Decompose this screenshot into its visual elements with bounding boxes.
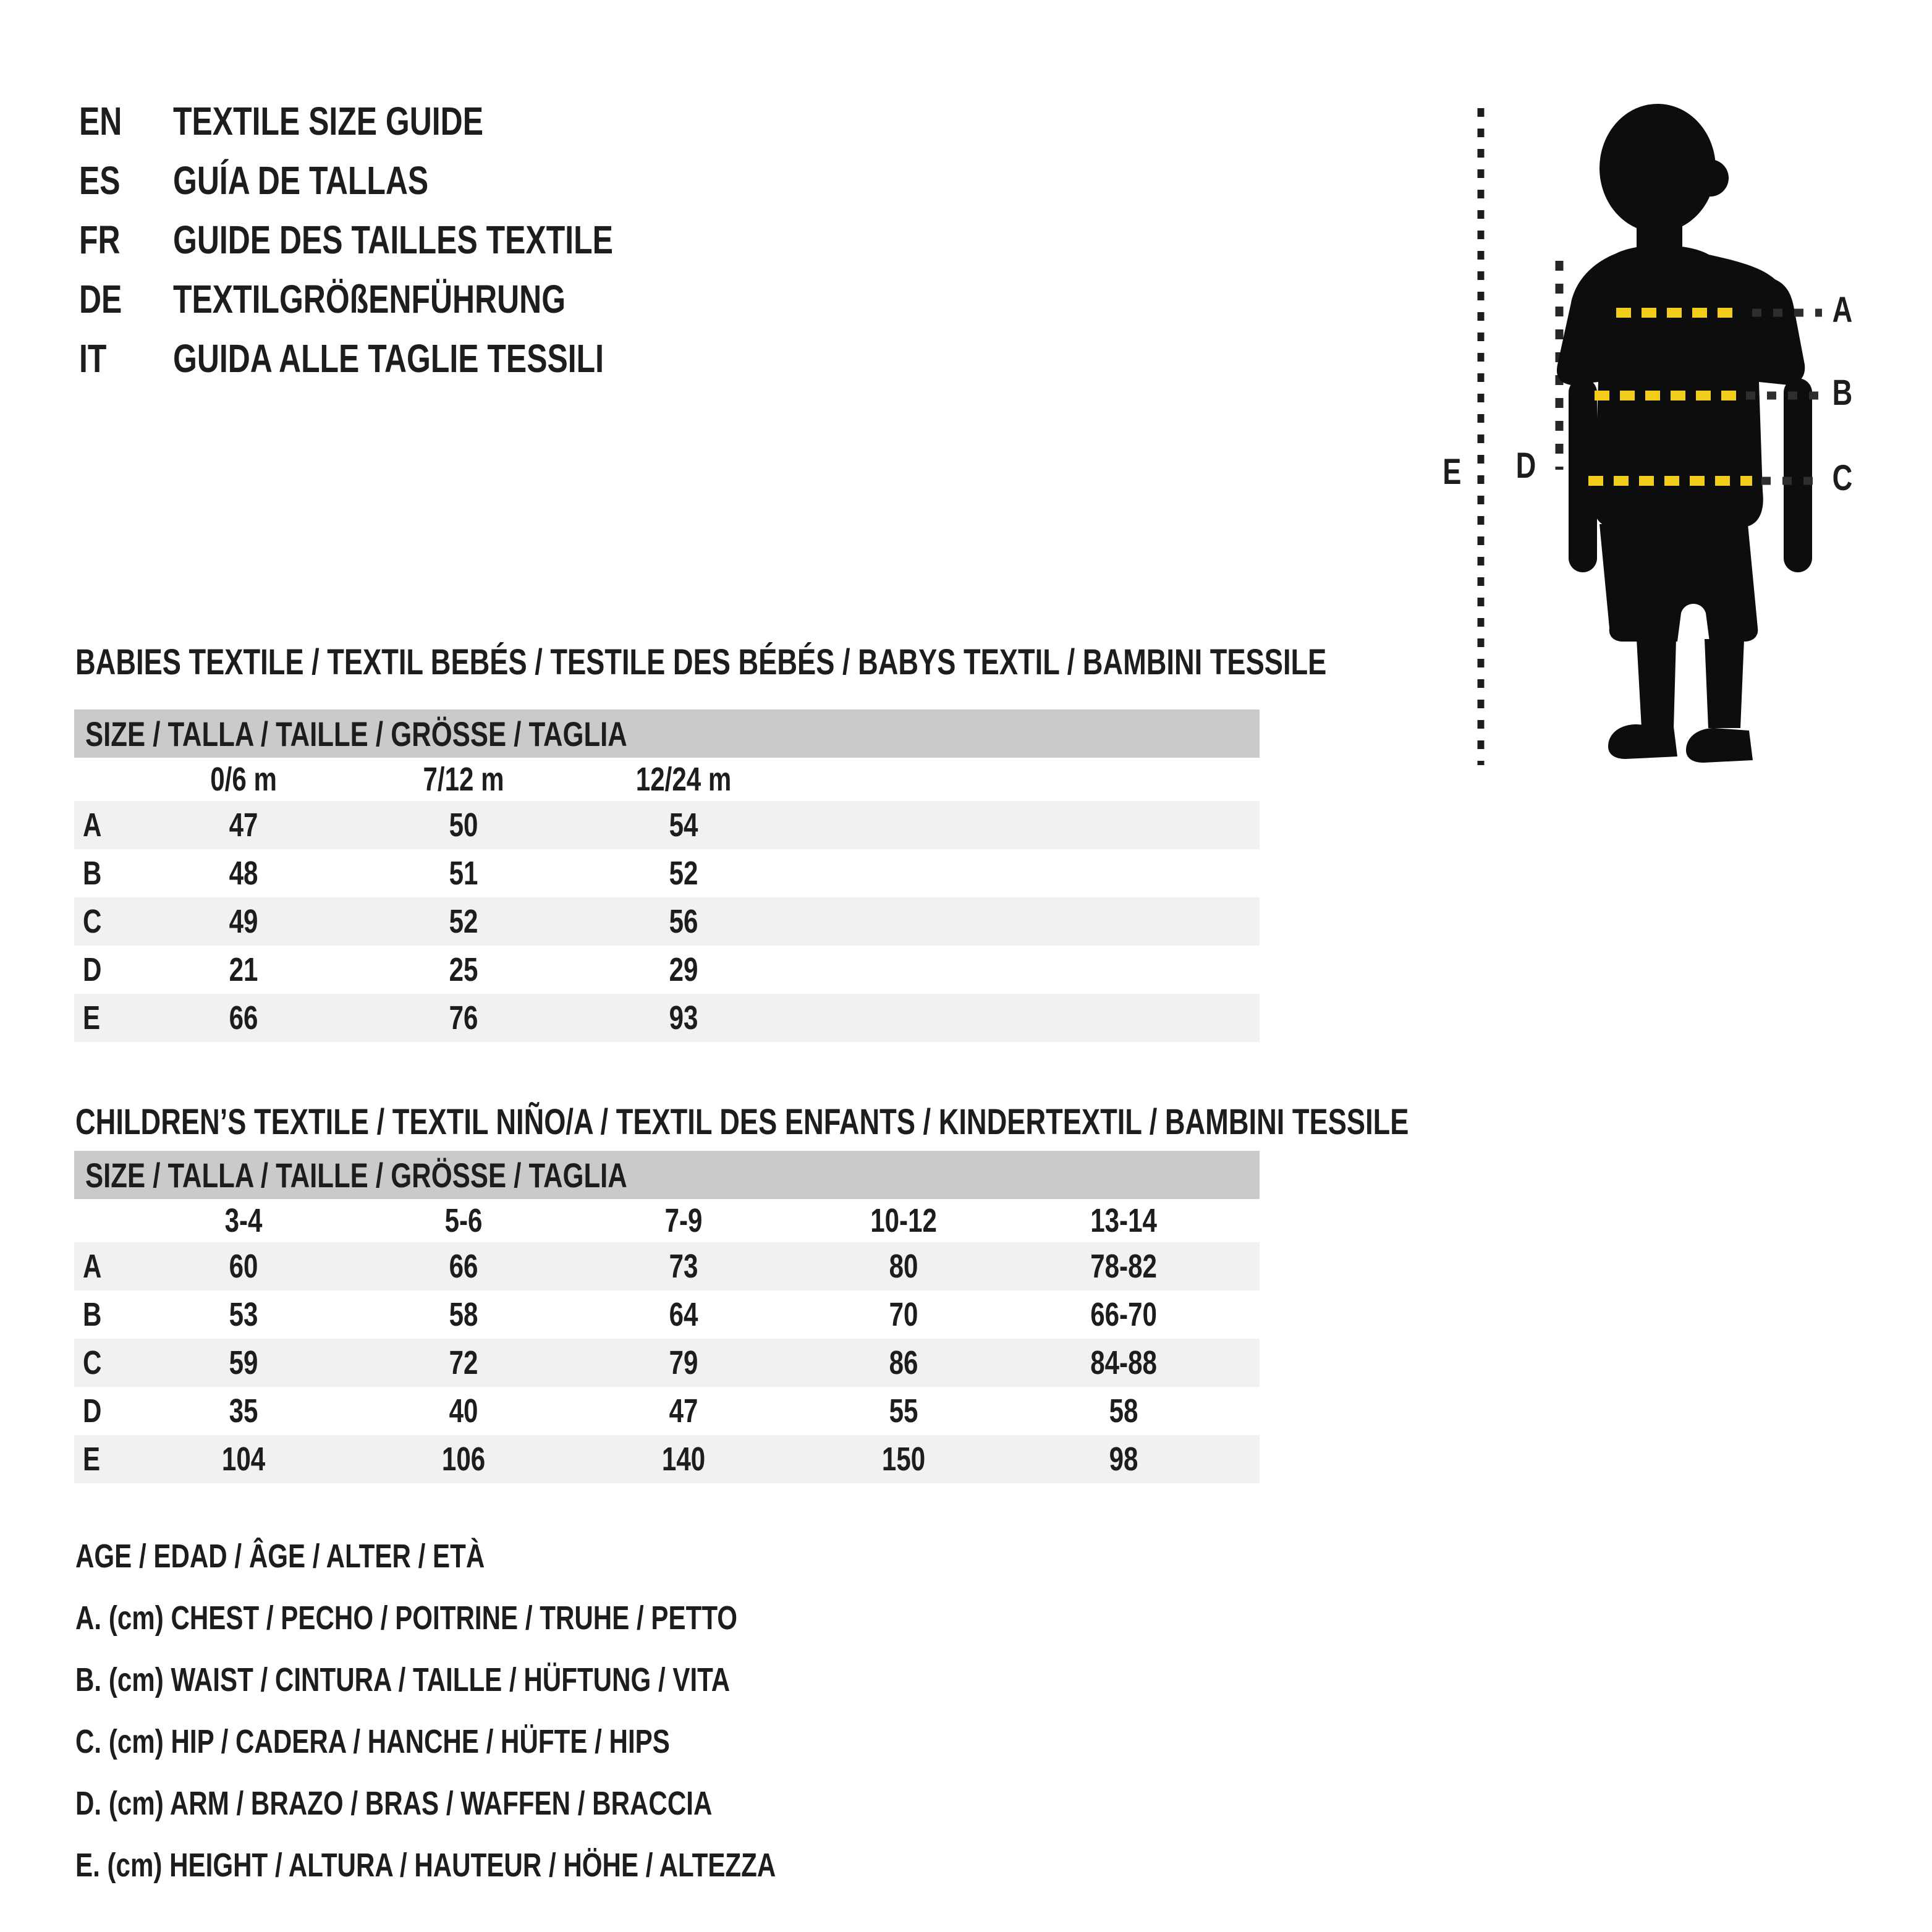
table-cell [354,854,574,892]
figure-label-e-text: E [1443,452,1462,492]
legend-line-text: AGE / EDAD / ÂGE / ALTER / ETÀ [75,1538,485,1575]
row-label [74,1295,133,1334]
row-label [74,902,133,941]
table-cell-text: 106 [441,1441,486,1478]
table-row [74,801,1260,849]
table-cell-text: 58 [449,1296,478,1333]
table-cell-text: 48 [229,855,258,892]
table-cell-text: 35 [229,1392,258,1430]
table-cell [574,806,794,844]
language-row-it [79,329,737,388]
legend-line-age [75,1525,973,1587]
row-label-text: C [83,903,102,940]
table-cell [794,1344,1014,1382]
table-cell-text: 47 [669,1392,698,1430]
table-cell [133,1247,354,1286]
babies-column-header [574,760,794,799]
language-row-de [79,269,737,329]
babies-section-title-text: BABIES TEXTILE / TEXTIL BEBÉS / TESTILE DES BÉBÉS / BABYS TEXTIL / BAMBINI TESSILE [75,642,1327,682]
legend-line-text: E. (cm) HEIGHT / ALTURA / HAUTEUR / HÖHE / ALTEZZA [75,1847,776,1884]
table-cell [354,1440,574,1478]
table-cell-text: 70 [889,1296,918,1333]
table-row [74,994,1260,1042]
table-row [74,1242,1260,1290]
figure-label-a-text: A [1832,290,1853,330]
table-cell [354,806,574,844]
table-cell-text: 93 [669,999,698,1036]
guide-title [173,98,571,144]
table-cell-text: 40 [449,1392,478,1430]
table-cell [354,999,574,1037]
table-cell [133,902,354,941]
children-column-header-text: 5-6 [444,1202,483,1239]
language-code-text: IT [79,336,107,381]
row-label-text: B [83,855,102,892]
guide-title-text: GUÍA DE TALLAS [173,158,429,203]
language-code-text: DE [79,277,122,321]
language-row-es [79,151,737,210]
table-row [74,946,1260,994]
language-title-list [79,91,737,388]
row-label [74,1344,133,1382]
table-cell [574,1344,794,1382]
table-cell [133,806,354,844]
guide-title [173,217,737,263]
table-cell [574,1295,794,1334]
figure-label-e [1440,452,1464,492]
row-label [74,1247,133,1286]
table-row [74,849,1260,897]
guide-title-text: TEXTILE SIZE GUIDE [173,99,484,143]
table-cell [354,1392,574,1430]
measurement-legend [75,1525,973,1896]
row-label-text: C [83,1344,102,1381]
legend-line-arm [75,1773,973,1834]
babies-column-header [133,760,354,799]
legend-line-text: C. (cm) HIP / CADERA / HANCHE / HÜFTE / HIPS [75,1723,670,1760]
children-column-header-text: 7-9 [664,1202,703,1239]
children-column-header-text: 13-14 [1090,1202,1157,1239]
table-cell-text: 29 [669,951,698,988]
language-code-text: FR [79,218,121,262]
table-cell [1014,1440,1234,1478]
language-code-text: EN [79,99,122,143]
table-cell-text: 55 [889,1392,918,1430]
table-cell-text: 51 [449,855,478,892]
table-cell-text: 98 [1109,1441,1138,1478]
row-label-text: E [83,999,101,1036]
legend-line-height [75,1834,973,1896]
babies-column-header [354,760,574,799]
row-label [74,1392,133,1430]
children-column-header-text: 3-4 [224,1202,263,1239]
children-column-header [794,1201,1014,1240]
table-cell-text: 64 [669,1296,698,1333]
language-code [79,158,173,203]
children-column-header-row [74,1199,1260,1242]
language-code-text: ES [79,158,121,203]
table-cell [354,1295,574,1334]
table-cell-text: 79 [669,1344,698,1381]
babies-column-header-text: 7/12 m [423,761,504,798]
language-row-fr [79,210,737,269]
table-cell [574,999,794,1037]
children-size-table [74,1151,1260,1483]
legend-line-text: B. (cm) WAIST / CINTURA / TAILLE / HÜFTUNG / VITA [75,1661,731,1698]
table-cell-text: 72 [449,1344,478,1381]
legend-line-chest [75,1587,973,1649]
table-cell [1014,1247,1234,1286]
guide-title-text: GUIDA ALLE TAGLIE TESSILI [173,336,604,381]
row-label-text: D [83,951,102,988]
table-cell [794,1247,1014,1286]
language-code [79,336,173,381]
children-column-header [1014,1201,1234,1240]
babies-size-table [74,710,1260,1042]
table-cell-text: 49 [229,903,258,940]
figure-label-d-text: D [1515,446,1536,486]
table-cell [574,951,794,989]
language-row-en [79,91,737,151]
table-cell-text: 25 [449,951,478,988]
table-cell-text: 58 [1109,1392,1138,1430]
language-code [79,98,173,144]
table-cell [133,1440,354,1478]
guide-title [173,158,501,203]
table-cell [1014,1344,1234,1382]
child-silhouette-graphic [1440,99,1897,791]
table-cell [133,951,354,989]
table-cell [794,1392,1014,1430]
guide-title [173,336,726,381]
babies-size-header-text: SIZE / TALLA / TAILLE / GRÖSSE / TAGLIA [85,714,627,753]
figure-label-c [1829,459,1855,498]
table-cell-text: 84-88 [1090,1344,1157,1381]
table-cell-text: 104 [221,1441,266,1478]
table-cell-text: 47 [229,807,258,844]
table-cell-text: 52 [669,855,698,892]
table-row [74,897,1260,946]
table-cell-text: 78-82 [1090,1248,1157,1285]
table-cell [133,1295,354,1334]
row-label [74,951,133,989]
children-size-header-bar [74,1151,1260,1199]
table-row [74,1387,1260,1435]
table-cell [1014,1392,1234,1430]
table-cell-text: 54 [669,807,698,844]
children-column-header [574,1201,794,1240]
table-cell [354,902,574,941]
table-cell-text: 86 [889,1344,918,1381]
children-section-title-text: CHILDREN’S TEXTILE / TEXTIL NIÑO/A / TEXTIL DES ENFANTS / KINDERTEXTIL / BAMBINI TESSILE [75,1102,1409,1142]
row-label-text: A [83,1248,102,1285]
figure-label-b [1829,373,1855,413]
row-label [74,854,133,892]
table-cell [1014,1295,1234,1334]
legend-line-waist [75,1649,973,1711]
table-cell-text: 66 [449,1248,478,1285]
babies-size-header-bar [74,710,1260,758]
table-cell [354,1247,574,1286]
guide-title-text: TEXTILGRÖßENFÜHRUNG [173,277,566,321]
row-label-text: D [83,1392,102,1430]
table-cell [574,1440,794,1478]
row-label-text: B [83,1296,102,1333]
table-cell-text: 66 [229,999,258,1036]
figure-label-b-text: B [1832,373,1853,413]
figure-label-d [1513,446,1539,486]
figure-label-a [1829,290,1855,330]
row-label [74,806,133,844]
babies-column-header-text: 0/6 m [210,761,277,798]
table-cell-text: 59 [229,1344,258,1381]
row-label [74,999,133,1037]
children-column-header-text: 10-12 [870,1202,937,1239]
table-cell [574,1392,794,1430]
babies-column-header-row [74,758,1260,801]
table-cell [133,1344,354,1382]
children-size-header-text: SIZE / TALLA / TAILLE / GRÖSSE / TAGLIA [85,1155,627,1195]
table-cell-text: 21 [229,951,258,988]
table-cell-text: 140 [661,1441,706,1478]
table-cell [133,854,354,892]
figure-label-c-text: C [1832,458,1853,498]
legend-line-text: A. (cm) CHEST / PECHO / POITRINE / TRUHE / PETTO [75,1599,738,1637]
table-cell [354,951,574,989]
row-label-text: E [83,1441,101,1478]
legend-line-text: D. (cm) ARM / BRAZO / BRAS / WAFFEN / BRACCIA [75,1785,713,1822]
table-cell-text: 52 [449,903,478,940]
language-code [79,276,173,322]
table-cell [133,999,354,1037]
language-code [79,217,173,263]
table-row [74,1339,1260,1387]
table-cell [574,1247,794,1286]
table-cell [794,1440,1014,1478]
measurement-figure [1440,99,1897,791]
table-cell-text: 150 [881,1441,926,1478]
table-cell [354,1344,574,1382]
row-label [74,1440,133,1478]
children-column-header [133,1201,354,1240]
table-cell [133,1392,354,1430]
table-row [74,1290,1260,1339]
babies-section-title [75,642,1679,683]
table-cell-text: 60 [229,1248,258,1285]
table-cell-text: 76 [449,999,478,1036]
row-label-text: A [83,807,102,844]
children-section-title [75,1101,1785,1143]
table-cell-text: 53 [229,1296,258,1333]
table-cell [574,854,794,892]
children-column-header [354,1201,574,1240]
table-cell-text: 73 [669,1248,698,1285]
guide-title [173,276,676,322]
table-cell-text: 80 [889,1248,918,1285]
table-row [74,1435,1260,1483]
legend-line-hip [75,1711,973,1773]
guide-title-text: GUIDE DES TAILLES TEXTILE [173,218,613,262]
table-cell [794,1295,1014,1334]
table-cell [574,902,794,941]
table-cell-text: 50 [449,807,478,844]
table-cell-text: 66-70 [1090,1296,1157,1333]
babies-column-header-text: 12/24 m [635,761,732,798]
table-cell-text: 56 [669,903,698,940]
